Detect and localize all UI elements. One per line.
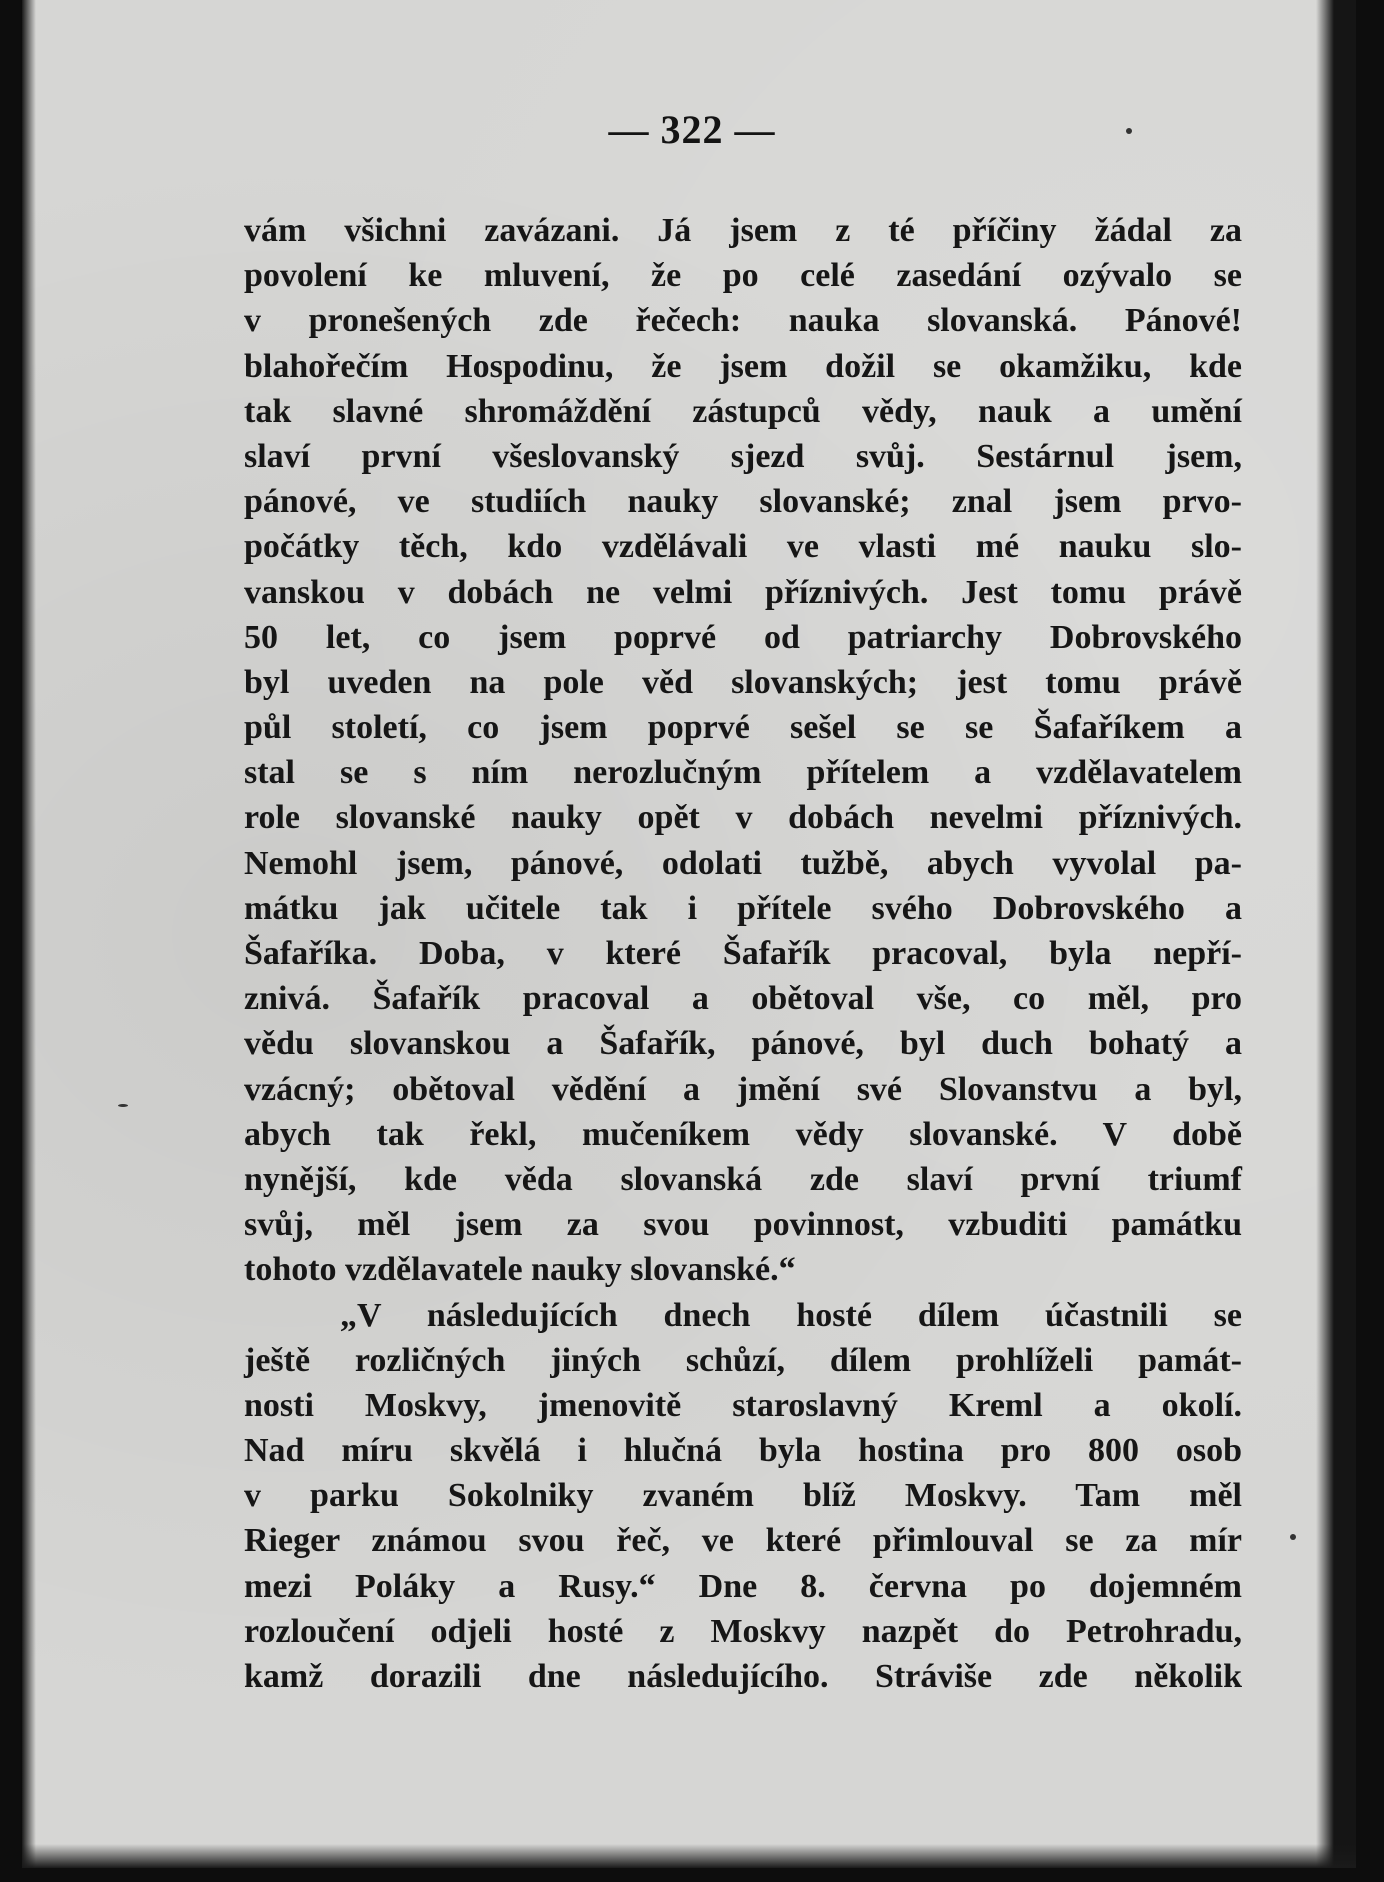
text-line: vanskou v dobách ne velmi příznivých. Jest tomu právě (244, 573, 1242, 611)
text-line: abych tak řekl, mučeníkem vědy slovanské. V době (244, 1115, 1242, 1153)
text-line: kamž dorazili dne následujícího. Stráviše zde několik (244, 1658, 1242, 1695)
scan-speck (1290, 1534, 1296, 1540)
text-line: vám všichni zavázani. Já jsem z té příčiny žádal za (244, 212, 1242, 249)
text-line: Rieger známou svou řeč, ve které přimlouval se za mír (244, 1522, 1242, 1560)
text-line: v parku Sokolniky zvaném blíž Moskvy. Tam měl (244, 1477, 1242, 1515)
text-line: nosti Moskvy, jmenovitě staroslavný Kreml a okolí. (244, 1386, 1242, 1424)
text-line: blahořečím Hospodinu, že jsem dožil se okamžiku, kde (244, 347, 1242, 385)
text-line: v pronešených zde řečech: nauka slovanská. Pánové! (244, 302, 1242, 340)
text-line: slaví první všeslovanský sjezd svůj. Sestárnul jsem, (244, 437, 1242, 475)
scan-speck (118, 1104, 128, 1107)
text-line: vzácný; obětoval vědění a jmění své Slovanstvu a byl, (244, 1070, 1242, 1108)
text-line: svůj, měl jsem za svou povinnost, vzbuditi památku (244, 1206, 1242, 1244)
text-line: Šafaříka. Doba, v které Šafařík pracoval, byla nepří- (244, 935, 1242, 972)
text-line: rozloučení odjeli hosté z Moskvy nazpět do Petrohradu, (244, 1612, 1242, 1650)
text-line: ještě rozličných jiných schůzí, dílem prohlíželi památ- (244, 1341, 1242, 1379)
text-line: znivá. Šafařík pracoval a obětoval vše, co měl, pro (244, 980, 1242, 1018)
text-line: počátky těch, kdo vzdělávali ve vlasti mé nauku slo- (244, 528, 1242, 566)
page-edge-shadow-bottom (22, 1844, 1356, 1868)
text-line: povolení ke mluvení, že po celé zasedání ozývalo se (244, 257, 1242, 295)
text-line: mezi Poláky a Rusy.“ Dne 8. června po dojemném (244, 1567, 1242, 1605)
page-number: — 322 — (608, 107, 776, 152)
page-edge-shadow-left (22, 0, 36, 1868)
text-line: půl století, co jsem poprvé sešel se se Šafaříkem a (244, 709, 1242, 747)
text-line-paragraph-start: „V následujících dnech hosté dílem účastnili se (340, 1296, 1242, 1334)
text-line: role slovanské nauky opět v dobách nevelmi příznivých. (244, 799, 1242, 837)
page-edge-shadow-right (1316, 0, 1356, 1868)
text-line: pánové, ve studiích nauky slovanské; znal jsem prvo- (244, 483, 1242, 521)
text-line: stal se s ním nerozlučným přítelem a vzdělavatelem (244, 754, 1242, 792)
body-text (244, 208, 1242, 1699)
text-line: byl uveden na pole věd slovanských; jest tomu právě (244, 663, 1242, 701)
text-line: 50 let, co jsem poprvé od patriarchy Dobrovského (244, 618, 1242, 656)
text-line-paragraph-end: tohoto vzdělavatele nauky slovanské.“ (244, 1251, 796, 1289)
text-line: tak slavné shromáždění zástupců vědy, nauk a umění (244, 392, 1242, 430)
text-line: nynější, kde věda slovanská zde slaví první triumf (244, 1160, 1242, 1198)
text-line: mátku jak učitele tak i přítele svého Dobrovského a (244, 889, 1242, 927)
text-line: Nemohl jsem, pánové, odolati tužbě, abych vyvolal pa- (244, 844, 1242, 882)
text-line: Nad míru skvělá i hlučná byla hostina pro 800 osob (244, 1432, 1242, 1470)
text-line: vědu slovanskou a Šafařík, pánové, byl duch bohatý a (244, 1025, 1242, 1063)
